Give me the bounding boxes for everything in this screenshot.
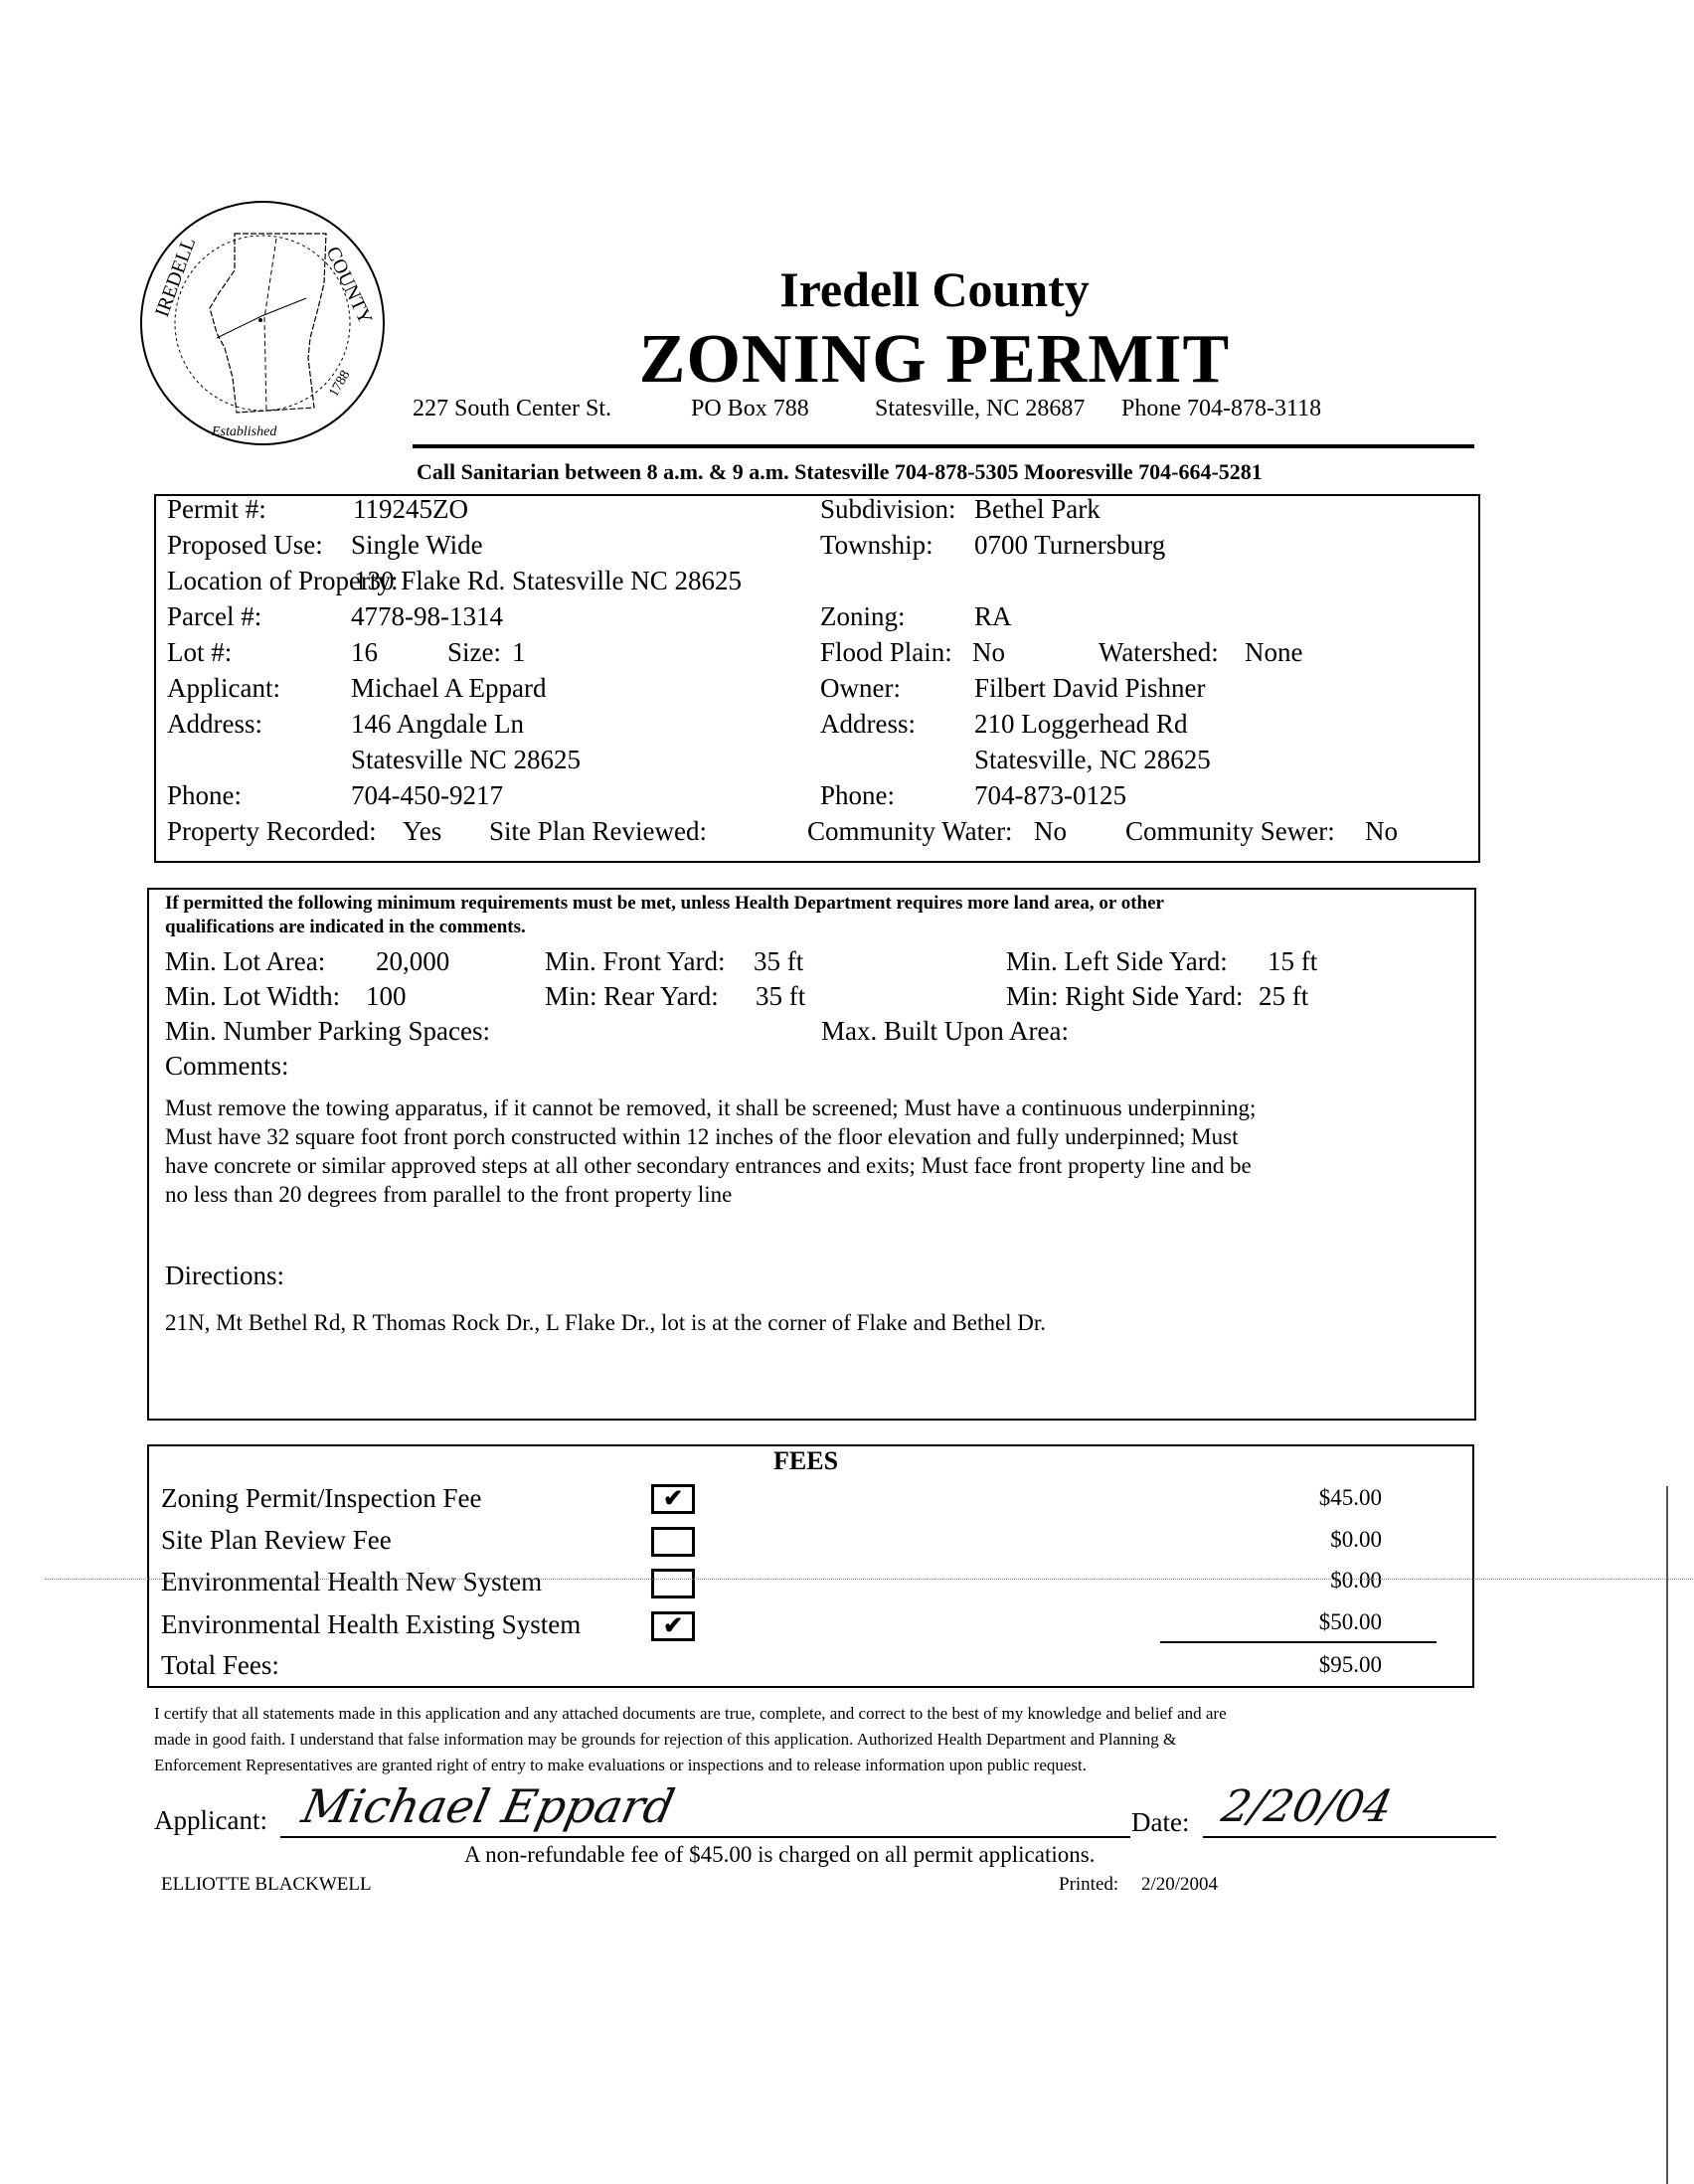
checkbox-zoning-fee[interactable]: ✔ [651, 1484, 695, 1514]
page-title: ZONING PERMIT [638, 321, 1231, 398]
po-box: PO Box 788 [691, 396, 809, 421]
parcel-value: 4778-98-1314 [351, 601, 503, 631]
checkbox-env-existing-system[interactable]: ✔ [651, 1611, 695, 1641]
lot-label: Lot #: [167, 637, 233, 667]
min-rear-yard-value: 35 ft [756, 981, 806, 1011]
sanitarian-notice: Call Sanitarian between 8 a.m. & 9 a.m. Statesville 704-878-5305 Mooresville 704-664-5281 [417, 459, 1263, 484]
min-lot-area-value: 20,000 [376, 946, 450, 976]
fee-notice: A non-refundable fee of $45.00 is charged on all permit applications. [464, 1842, 1096, 1867]
applicant-signature-label: Applicant: [154, 1805, 267, 1835]
owner-name: Filbert David Pishner [974, 673, 1206, 703]
printed-date: 2/20/2004 [1141, 1874, 1219, 1895]
applicant-name: Michael A Eppard [351, 673, 547, 703]
applicant-address-line1: 146 Angdale Ln [351, 709, 524, 739]
community-sewer-label: Community Sewer: [1125, 816, 1335, 846]
owner-address-line2: Statesville, NC 28625 [974, 745, 1211, 774]
fee-label-site-plan: Site Plan Review Fee [161, 1525, 392, 1555]
owner-label: Owner: [820, 673, 901, 703]
zoning-value: RA [974, 601, 1012, 631]
owner-address-line1: 210 Loggerhead Rd [974, 709, 1188, 739]
location-value: 130 Flake Rd. Statesville NC 28625 [354, 566, 742, 595]
total-fees-label: Total Fees: [161, 1650, 279, 1680]
min-lot-width-value: 100 [366, 981, 407, 1011]
min-front-yard-label: Min. Front Yard: [545, 946, 726, 976]
comments-line: no less than 20 degrees from parallel to the front property line [165, 1182, 733, 1207]
comments-line: have concrete or similar approved steps at all other secondary entrances and exits; Must face front property line and be [165, 1153, 1252, 1178]
parcel-label: Parcel #: [167, 601, 262, 631]
watershed-value: None [1245, 637, 1303, 667]
subtotal-rule [1160, 1641, 1437, 1643]
checkbox-site-plan-fee[interactable] [651, 1527, 695, 1557]
min-right-side-value: 25 ft [1259, 981, 1309, 1011]
scan-artifact-edge-line [1666, 1486, 1668, 2184]
applicant-signature[interactable]: Michael Eppard [297, 1779, 680, 1833]
certification-line: I certify that all statements made in this application and any attached documents are true, complete, and correct to the best of my knowledge and belief and are [154, 1704, 1227, 1723]
county-name: Iredell County [779, 261, 1090, 317]
subdivision-label: Subdivision: [820, 494, 956, 524]
date-handwritten[interactable]: 2/20/04 [1217, 1781, 1398, 1832]
flood-plain-value: No [972, 637, 1005, 667]
svg-text:1788: 1788 [326, 368, 354, 400]
svg-text:COUNTY: COUNTY [321, 243, 377, 328]
site-plan-reviewed-label: Site Plan Reviewed: [489, 816, 707, 846]
certification-line: Enforcement Representatives are granted right of entry to make evaluations or inspections and to release information upon public request. [154, 1756, 1087, 1774]
lot-value: 16 [351, 637, 378, 667]
applicant-address-label: Address: [167, 709, 262, 739]
checkbox-env-new-system[interactable] [651, 1569, 695, 1598]
community-water-value: No [1034, 816, 1067, 846]
fee-label-zoning: Zoning Permit/Inspection Fee [161, 1483, 482, 1513]
svg-text:IREDELL: IREDELL [151, 234, 201, 320]
location-label: Location of Property: [167, 566, 399, 595]
permit-number-label: Permit #: [167, 494, 266, 524]
applicant-address-line2: Statesville NC 28625 [351, 745, 581, 774]
township-value: 0700 Turnersburg [974, 530, 1166, 560]
applicant-phone-label: Phone: [167, 780, 243, 810]
comments-label: Comments: [165, 1051, 289, 1081]
parking-spaces-label: Min. Number Parking Spaces: [165, 1016, 490, 1046]
applicant-label: Applicant: [167, 673, 280, 703]
min-lot-area-label: Min. Lot Area: [165, 946, 326, 976]
applicant-signature-line [280, 1836, 1130, 1838]
street-address: 227 South Center St. [413, 396, 612, 421]
min-left-side-label: Min. Left Side Yard: [1006, 946, 1228, 976]
owner-address-label: Address: [820, 709, 916, 739]
total-fees-value: $95.00 [1318, 1652, 1382, 1677]
certification-line: made in good faith. I understand that false information may be grounds for rejection of this application. Authorized Health Department and Planning & [154, 1730, 1177, 1749]
fees-title: FEES [773, 1446, 839, 1475]
fee-amount-zoning: $45.00 [1318, 1485, 1382, 1510]
scan-artifact-dotted-line [45, 1579, 1694, 1580]
size-label: Size: [447, 637, 501, 667]
proposed-use-value: Single Wide [351, 530, 483, 560]
size-value: 1 [512, 637, 526, 667]
directions-label: Directions: [165, 1260, 284, 1290]
comments-line: Must remove the towing apparatus, if it cannot be removed, it shall be screened; Must have a continuous underpinning; [165, 1095, 1257, 1120]
requirements-intro-cont: qualifications are indicated in the comments. [165, 917, 526, 937]
printed-label: Printed: [1059, 1874, 1119, 1895]
flood-plain-label: Flood Plain: [820, 637, 952, 667]
header-divider [413, 444, 1474, 448]
city-state-zip: Statesville, NC 28687 [875, 396, 1086, 421]
fee-label-env-existing: Environmental Health Existing System [161, 1609, 582, 1639]
date-label: Date: [1131, 1807, 1190, 1837]
fee-label-env-new: Environmental Health New System [161, 1567, 543, 1596]
svg-text:Established: Established [212, 424, 277, 439]
min-rear-yard-label: Min: Rear Yard: [545, 981, 719, 1011]
permit-number: 119245ZO [353, 494, 468, 524]
fee-amount-site-plan: $0.00 [1330, 1527, 1382, 1552]
max-built-upon-label: Max. Built Upon Area: [821, 1016, 1069, 1046]
comments-line: Must have 32 square foot front porch constructed within 12 inches of the floor elevation and fully underpinned; Must [165, 1124, 1239, 1149]
directions-text: 21N, Mt Bethel Rd, R Thomas Rock Dr., L Flake Dr., lot is at the corner of Flake and Bethel Dr. [165, 1310, 1047, 1335]
date-line [1203, 1836, 1496, 1838]
min-right-side-label: Min: Right Side Yard: [1006, 981, 1244, 1011]
community-sewer-value: No [1365, 816, 1398, 846]
requirements-intro: If permitted the following minimum requirements must be met, unless Health Department requires more land area, or other [165, 893, 1164, 914]
min-left-side-value: 15 ft [1268, 946, 1318, 976]
owner-phone: 704-873-0125 [974, 780, 1126, 810]
min-lot-width-label: Min. Lot Width: [165, 981, 341, 1011]
township-label: Township: [820, 530, 933, 560]
proposed-use-label: Proposed Use: [167, 530, 323, 560]
community-water-label: Community Water: [807, 816, 1013, 846]
applicant-phone: 704-450-9217 [351, 780, 503, 810]
fee-amount-env-existing: $50.00 [1318, 1609, 1382, 1634]
owner-phone-label: Phone: [820, 780, 896, 810]
office-phone: Phone 704-878-3118 [1121, 396, 1322, 421]
property-recorded-label: Property Recorded: [167, 816, 377, 846]
property-recorded-value: Yes [403, 816, 442, 846]
issued-by: ELLIOTTE BLACKWELL [161, 1874, 372, 1895]
subdivision-value: Bethel Park [974, 494, 1101, 524]
zoning-label: Zoning: [820, 601, 906, 631]
fee-amount-env-new: $0.00 [1330, 1568, 1382, 1593]
min-front-yard-value: 35 ft [754, 946, 804, 976]
watershed-label: Watershed: [1099, 637, 1219, 667]
